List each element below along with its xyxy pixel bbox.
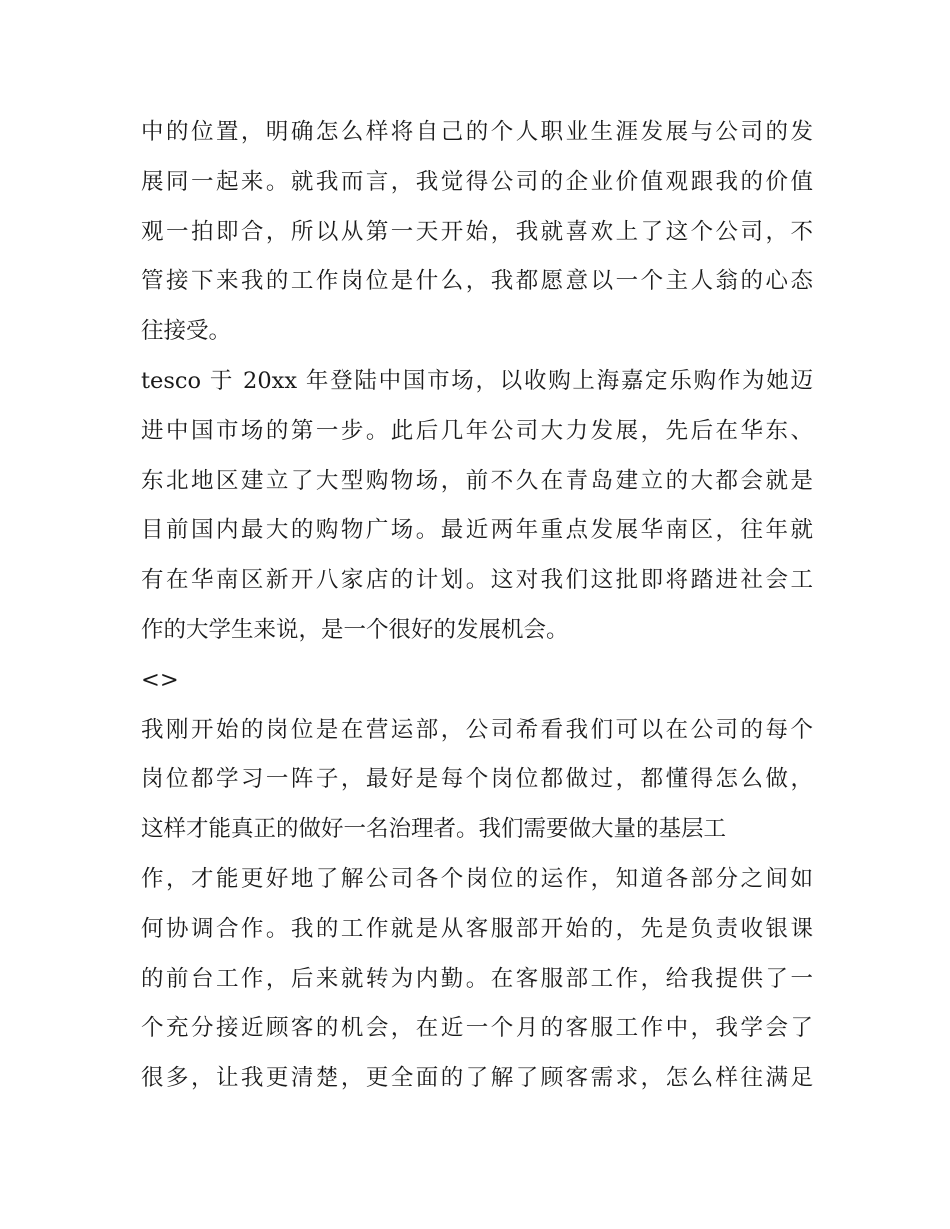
text-line: 管接下来我的工作岗位是什么，我都愿意以一个主人翁的心态 [141,268,813,295]
text-line: 很多，让我更清楚，更全面的了解了顾客需求，怎么样往满足 [141,1065,813,1092]
text-line: 这样才能真正的做好一名治理者。我们需要做大量的基层工 [141,816,727,843]
text-line: 观一拍即合，所以从第一天开始，我就喜欢上了这个公司，不 [141,218,813,245]
text-line: 展同一起来。就我而言，我觉得公司的企业价值观跟我的价值 [141,168,813,195]
text-line: 何协调合作。我的工作就是从客服部开始的，先是负责收银课 [141,915,813,942]
text-line: 的前台工作，后来就转为内勤。在客服部工作，给我提供了一 [141,965,813,992]
text-line: 个充分接近顾客的机会，在近一个月的客服工作中，我学会了 [141,1015,813,1042]
text-line: 中的位置，明确怎么样将自己的个人职业生涯发展与公司的发 [141,119,813,145]
text-line: tesco 于 20xx 年登陆中国市场，以收购上海嘉定乐购作为她迈 [141,367,813,394]
text-line: 目前国内最大的购物广场。最近两年重点发展华南区，往年就 [141,517,813,544]
text-line: 东北地区建立了大型购物场，前不久在青岛建立的大都会就是 [141,467,813,494]
text-line: 往接受。 [141,318,232,345]
text-line: 作的大学生来说，是一个很好的发展机会。 [141,616,569,643]
text-line: 岗位都学习一阵子，最好是每个岗位都做过，都懂得怎么做， [141,766,813,793]
text-line: 有在华南区新开八家店的计划。这对我们这批即将踏进社会工 [141,567,813,594]
document-body [141,108,813,1104]
text-line: 进中国市场的第一步。此后几年公司大力发展，先后在华东、 [141,417,813,444]
placeholder-marker: <> [141,666,179,693]
text-line: 作，才能更好地了解公司各个岗位的运作，知道各部分之间如 [141,865,813,892]
text-line: 我刚开始的岗位是在营运部，公司希看我们可以在公司的每个 [141,716,813,743]
